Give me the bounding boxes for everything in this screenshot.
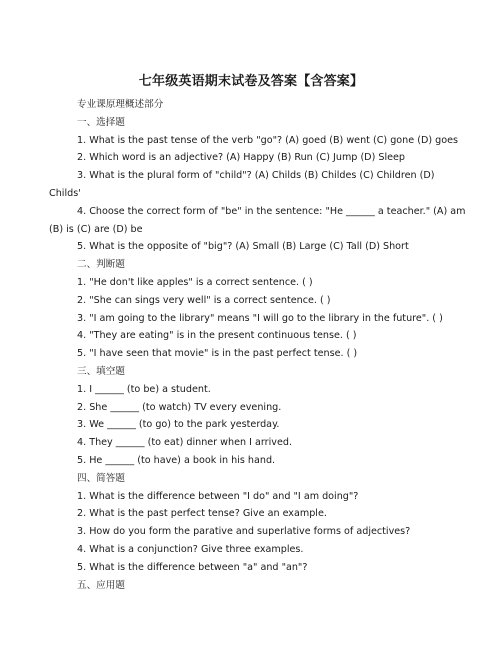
question-item: 2. Which word is an adjective? (A) Happy (B) Run (C) Jump (D) Sleep	[77, 152, 406, 164]
section-heading-choice: 一、选择题	[77, 116, 125, 128]
question-item: 2. "She can sings very well" is a correct sentence. ( )	[77, 294, 331, 306]
question-item: 2. What is the past perfect tense? Give an example.	[77, 508, 327, 520]
document-body	[49, 96, 469, 594]
question-item: 1. I ______ (to be) a student.	[77, 383, 211, 395]
question-item: 5. "I have seen that movie" is in the past perfect tense. ( )	[77, 348, 358, 360]
question-item: 3. How do you form the parative and superlative forms of adjectives?	[77, 526, 411, 538]
question-item: 2. She ______ (to watch) TV every evening.	[77, 401, 282, 413]
question-item: 5. What is the difference between "a" and "an"?	[77, 561, 308, 573]
document-title: 七年级英语期末试卷及答案【含答案】	[138, 74, 364, 89]
question-item: 4. "They are eating" is in the present continuous tense. ( )	[77, 330, 357, 342]
section-heading-true-false: 二、判断题	[77, 259, 125, 271]
question-item: 5. What is the opposite of "big"? (A) Small (B) Large (C) Tall (D) Short	[77, 241, 409, 253]
section-heading-application: 五、应用题	[77, 579, 125, 591]
question-item: 4. Choose the correct form of "be" in the sentence: "He ______ a teacher." (A) am (B) is (C) are (D) be	[49, 205, 466, 235]
question-item: 1. What is the difference between "I do" and "I am doing"?	[77, 490, 359, 502]
question-item: 3. "I am going to the library" means "I will go to the library in the future". ( )	[77, 312, 443, 324]
question-item: 4. They ______ (to eat) dinner when I arrived.	[77, 437, 292, 449]
question-item: 4. What is a conjunction? Give three examples.	[77, 543, 304, 555]
question-item: 1. "He don't like apples" is a correct sentence. ( )	[77, 276, 313, 288]
question-item: 3. What is the plural form of "child"? (A) Childs (B) Childes (C) Children (D) Childs'	[49, 170, 435, 199]
question-item: 3. We ______ (to go) to the park yesterday.	[77, 419, 280, 431]
section-heading-short-answer: 四、简答题	[77, 472, 125, 484]
question-item: 5. He ______ (to have) a book in his hand.	[77, 454, 276, 466]
section-heading-fill-in: 三、填空题	[77, 365, 125, 377]
question-item: 1. What is the past tense of the verb "go"? (A) goed (B) went (C) gone (D) goes	[77, 134, 458, 146]
subtitle: 专业课原理概述部分	[77, 99, 164, 110]
